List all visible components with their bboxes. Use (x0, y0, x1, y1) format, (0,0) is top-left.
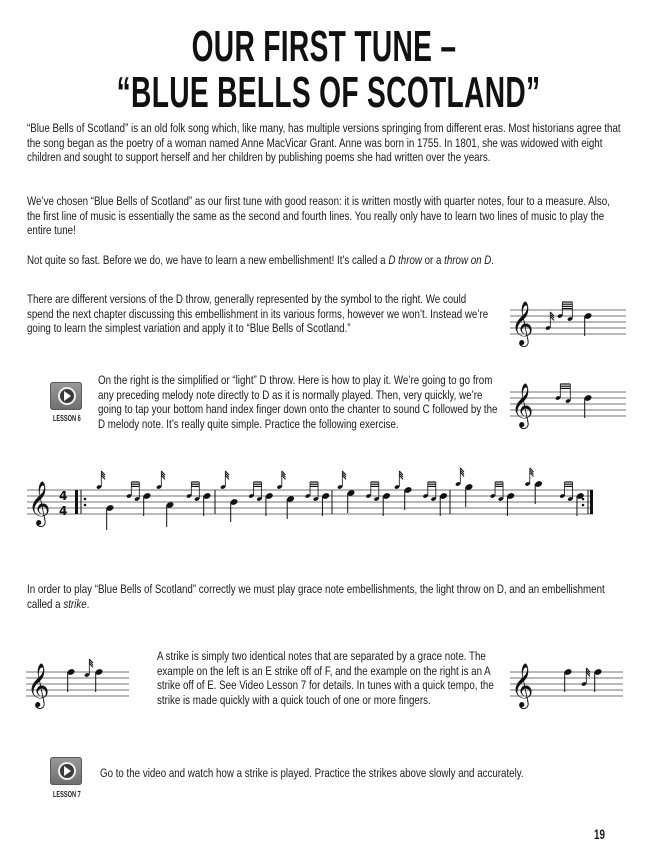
repeat-start-thick-bar (75, 490, 78, 514)
chosen-text: We’ve chosen “Blue Bells of Scotland” as our first tune with good reason: it is written mostly with quarter notes, four to a measure. Also, the first line of music is essentially the same as the second and fourth lines. You really only have to learn two lines of music to play the entire tune! (27, 194, 610, 238)
play-icon (64, 391, 71, 401)
repeat-dot (84, 498, 87, 501)
chosen-paragraph (27, 194, 648, 238)
intro-paragraph (27, 121, 648, 165)
play-icon (64, 766, 71, 776)
page-title (0, 24, 648, 116)
fast-text-3: . (491, 253, 494, 267)
e-strike-notation (24, 650, 134, 710)
treble-clef-icon: 𝄞 (511, 663, 534, 707)
video-paragraph (100, 766, 648, 781)
light-throw-text: On the right is the simplified or “light” D throw. Here is how to play it. We’re going to go from any preceding melody note directly to D as it is normally played. Then, very quickly, we’re going to tap your bottom hand index finger down onto the chanter to sound C followed by the D melody note. It’s really quite simple. Practice the following exercise. (98, 373, 498, 431)
fast-text-1: Not quite so fast. Before we do, we have to learn a new embellishment! It’s called a (27, 253, 389, 267)
repeat-dot (84, 504, 87, 507)
page-number: 19 (594, 826, 605, 842)
order-em-strike: strike (63, 596, 87, 611)
order-paragraph (27, 582, 648, 611)
title-line-2: “BLUE BELLS OF SCOTLAND” (116, 68, 541, 117)
order-text-2: . (86, 596, 90, 611)
title-line-1: OUR FIRST TUNE – (191, 22, 457, 71)
treble-clef-icon: 𝄞 (28, 481, 51, 525)
treble-clef-icon: 𝄞 (511, 383, 534, 427)
fast-text-2: or a (421, 253, 445, 267)
treble-clef-icon: 𝄞 (27, 663, 50, 707)
fast-paragraph (27, 253, 648, 268)
lesson-6-label: LESSON 6 (53, 414, 81, 423)
repeat-end-thick-bar (590, 490, 593, 514)
video-lesson-7-button[interactable] (50, 757, 82, 785)
d-throw-exercise-staff (27, 462, 607, 537)
video-lesson-6-button[interactable] (50, 382, 82, 410)
order-text (27, 582, 625, 611)
time-signature-bottom: 4 (59, 504, 68, 518)
strike-text: A strike is simply two identical notes that are separated by a grace note. The example on the left is an E strike off of F, and the example on the right is an A strike off of E. See Video Lesson 7 for details. In tunes with a quick tempo, the strike is made quickly with a quick touch of one or more fingers. (157, 649, 494, 707)
d-throw-symbol-notation (508, 290, 630, 350)
treble-clef-icon: 𝄞 (511, 301, 534, 345)
time-signature-top: 4 (59, 489, 68, 503)
lesson-7-label: LESSON 7 (53, 790, 81, 799)
versions-paragraph (27, 292, 495, 336)
repeat-dot (582, 504, 585, 507)
fast-text (27, 253, 625, 268)
light-throw-paragraph (98, 373, 498, 431)
repeat-dot (582, 498, 585, 501)
versions-text: There are different versions of the D throw, generally represented by the symbol to the right. We could spend the next chapter discussing this embellishment in its various forms, however we won’t. Instead we’re going to learn the simplest variation and apply it to “Blue Bells of Scotland.” (27, 292, 489, 336)
a-strike-notation (508, 650, 628, 710)
light-d-throw-notation (508, 372, 630, 432)
strike-paragraph (157, 649, 497, 707)
fast-em-d-throw: D throw (388, 253, 422, 267)
video-text: Go to the video and watch how a strike is played. Practice the strikes above slowly and accurately. (100, 766, 524, 780)
fast-em-throw-on-d: throw on D (444, 253, 492, 267)
order-text-1: In order to play “Blue Bells of Scotland” correctly we must play grace note embellishments, the light throw on D, and an embellishment called a (27, 582, 605, 611)
intro-text: “Blue Bells of Scotland” is an old folk song which, like many, has multiple versions springing from different eras. Most historians agree that the song began as the poetry of a woman named Anne MacVicar Grant. Anne was born in 1755. In 1801, she was widowed with eight children and sought to support herself and her children by publishing poems she had written over the years. (27, 121, 621, 165)
